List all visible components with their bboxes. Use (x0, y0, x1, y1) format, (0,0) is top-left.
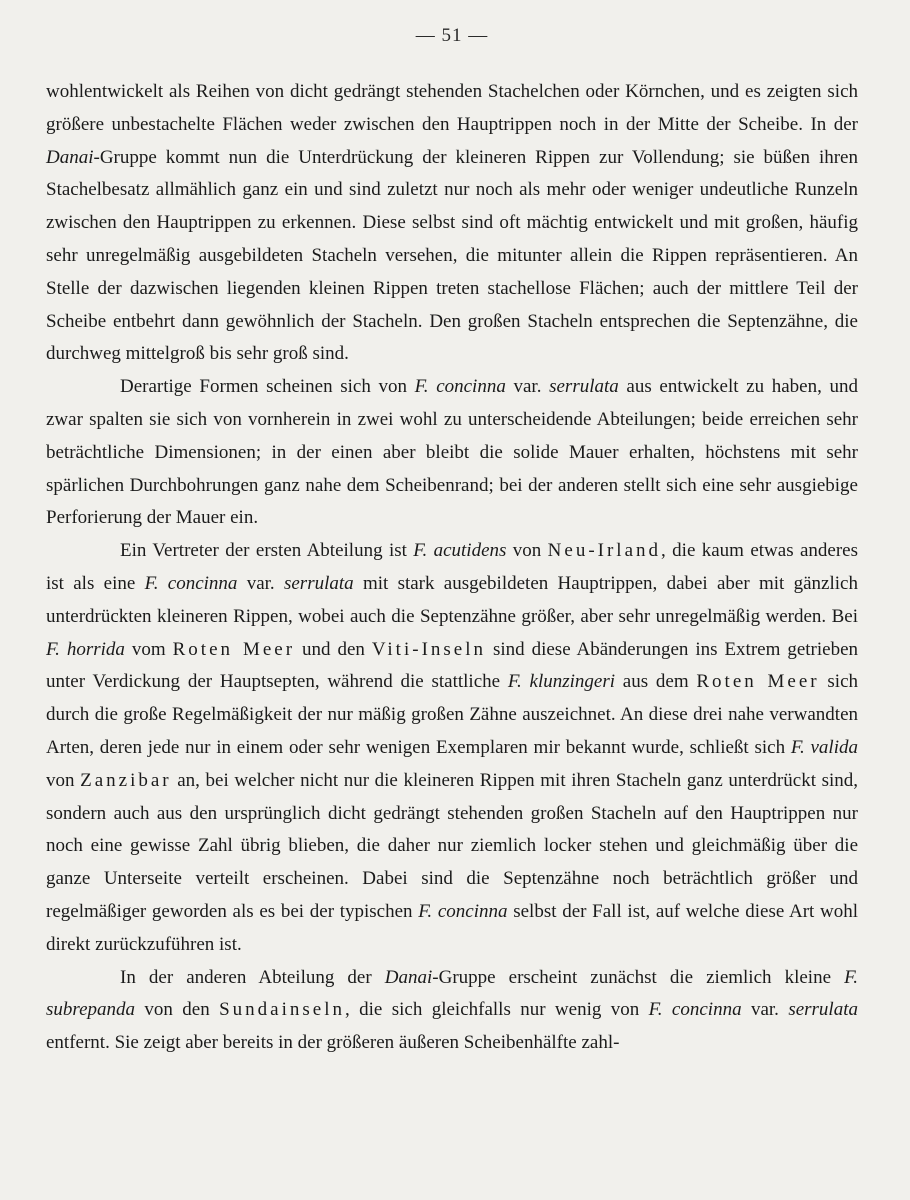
text-run: sich durch die große Regelmäßigkeit der nur mäßig großen Zähne auszeichnet. An diese drei nahe verwandten Arten, deren jede nur in einem oder sehr wenigen Exemplaren mir bekannt wurde, schließt sich (46, 671, 858, 758)
text-run: var. (505, 376, 550, 398)
spaced-place-name: Roten Meer (696, 671, 820, 693)
italic-term: Danai (384, 966, 433, 988)
italic-term: F. subrepanda (46, 966, 858, 1021)
italic-term: F. concinna (648, 999, 742, 1021)
text-run: von (506, 540, 548, 562)
spaced-place-name: Viti-Inseln (371, 638, 487, 660)
paragraph (46, 76, 858, 371)
text-run: vom (124, 638, 173, 660)
text-run: selbst der Fall ist, auf welche diese Art wohl direkt zurückzuführen ist. (46, 900, 858, 955)
italic-term: Danai (46, 146, 94, 168)
text-run: var. (741, 999, 789, 1021)
page-number: — 51 — (415, 25, 489, 46)
text-run: entfernt. Sie zeigt aber bereits in der größeren äußeren Scheibenhälfte zahl- (46, 1032, 620, 1054)
spaced-place-name: Sundainseln (219, 999, 345, 1021)
text-run: aus dem (615, 671, 697, 693)
text-run: -Gruppe kommt nun die Unterdrückung der kleineren Rippen zur Vollendung; sie büßen ihren Stachelbesatz allmählich ganz ein und sind zuletzt nur noch als mehr oder weniger undeutliche Runzeln zwischen den Hauptrippen zu erkennen. Diese selbst sind oft mächtig entwickelt und mit großen, häufig sehr unregelmäßig ausgebildeten Stacheln versehen, die mitunter allein die Rippen repräsentieren. An Stelle der dazwischen liegenden kleinen Rippen treten stachellose Flächen; auch der mittlere Teil der Scheibe entbehrt dann gewöhnlich der Stacheln. Den großen Stacheln entsprechen die Septenzähne, die durchweg mittelgroß bis sehr groß sind. (46, 146, 858, 365)
paragraph (46, 962, 858, 1060)
text-run: an, bei welcher nicht nur die kleineren Rippen mit ihren Stacheln ganz unterdrückt sind, sondern auch aus den ursprünglich dicht gedrängt stehenden großen Stacheln auf den Hauptrippen nur noch eine gewisse Zahl übrig blieben, die daher nur ziemlich locker stehen und gleichmäßig über die ganze Unterseite verteilt erscheinen. Dabei sind die Septenzähne noch beträchtlich größer und regelmäßiger geworden als es bei der typischen (46, 769, 859, 922)
text-run: und den (295, 638, 372, 660)
text-run: , die kaum etwas anderes ist als eine (46, 540, 859, 594)
text-run: von (46, 769, 81, 791)
text-run: von den (135, 999, 220, 1021)
paragraph (46, 535, 858, 961)
italic-term: F. horrida (46, 638, 125, 660)
italic-term: F. concinna (414, 376, 506, 398)
spaced-place-name: Roten Meer (172, 638, 296, 660)
italic-term: F. acutidens (413, 540, 507, 562)
italic-term: serrulata (788, 999, 858, 1021)
spaced-place-name: Zanzibar (80, 769, 172, 791)
text-run: In der anderen Abteilung der (120, 966, 385, 988)
text-run: sind diese Abänderungen ins Extrem getrieben unter Verdickung der Hauptsepten, während die stattliche (46, 638, 858, 693)
body-text (46, 76, 858, 1060)
text-run: mit stark ausgebildeten Hauptrippen, dabei aber mit gänzlich unterdrückten kleineren Rippen, wobei auch die Septenzähne größer, aber sehr unregelmäßig werden. Bei (46, 572, 858, 627)
text-run: var. (237, 572, 284, 594)
text-run: -Gruppe erscheint zunächst die ziemlich kleine (432, 966, 845, 988)
text-run: Ein Vertreter der ersten Abteilung ist (120, 540, 414, 562)
italic-term: F. concinna (144, 572, 238, 594)
italic-term: F. valida (790, 736, 858, 758)
text-run: Derartige Formen scheinen sich von (120, 376, 415, 398)
text-run: wohlentwickelt als Reihen von dicht gedrängt stehenden Stachelchen oder Körnchen, und es zeigten sich größere unbestachelte Flächen weder zwischen den Hauptrippen noch in der Mitte der Scheibe. In der (46, 81, 858, 135)
italic-term: serrulata (549, 376, 619, 398)
paragraph (46, 371, 858, 535)
text-run: aus entwickelt zu haben, und zwar spalten sie sich von vornherein in zwei wohl zu unterscheidende Abteilungen; beide erreichen sehr beträchtliche Dimensionen; in der einen aber bleibt die solide Mauer erhalten, höchstens mit sehr spärlichen Durchbohrungen ganz nahe dem Scheibenrand; bei der anderen stellt sich eine sehr ausgiebige Perforierung der Mauer ein. (46, 376, 859, 529)
italic-term: F. concinna (418, 900, 508, 922)
italic-term: serrulata (283, 572, 354, 594)
italic-term: F. klunzingeri (507, 671, 616, 693)
spaced-place-name: Neu-Irland (547, 540, 662, 562)
text-run: , die sich gleichfalls nur wenig von (345, 999, 649, 1021)
